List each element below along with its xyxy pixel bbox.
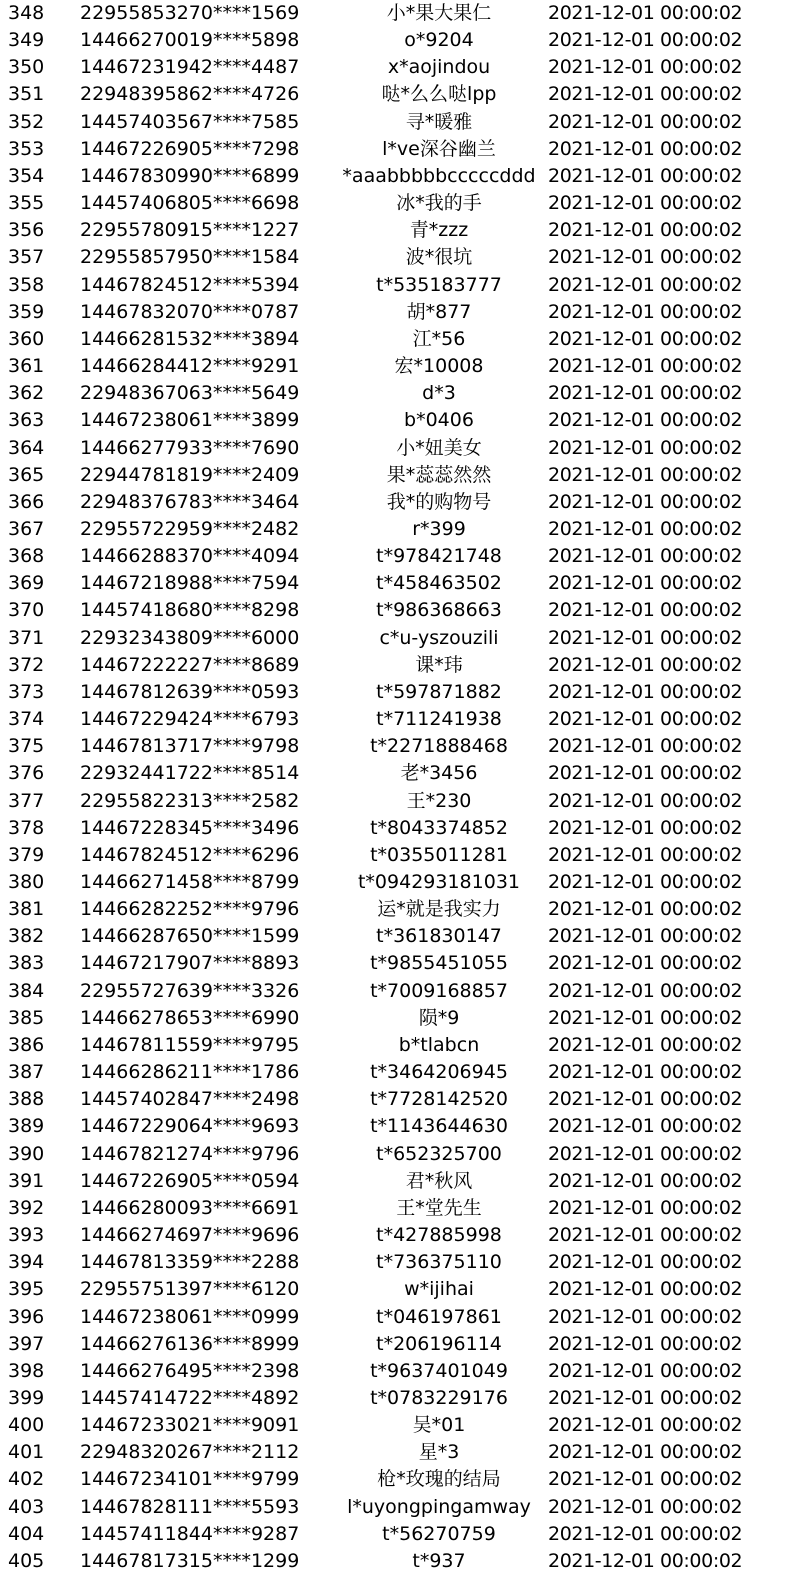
timestamp-cell: 2021-12-01 00:00:02 [548,409,743,432]
table-row [0,0,786,27]
order-id-cell: 14466286211****1786 [80,1061,300,1084]
timestamp-cell: 2021-12-01 00:00:02 [548,1495,743,1518]
timestamp-cell: 2021-12-01 00:00:02 [548,517,743,540]
timestamp-cell: 2021-12-01 00:00:02 [548,925,743,948]
order-id-cell: 22932343809****6000 [80,626,300,649]
table-row [0,353,786,380]
buyer-name-cell: t*7728142520 [370,1088,508,1111]
table-row [0,923,786,950]
timestamp-cell: 2021-12-01 00:00:02 [548,762,743,785]
order-id-cell: 22955780915****1227 [80,219,300,242]
table-row [0,1032,786,1059]
table-row [0,81,786,108]
buyer-name-cell: r*399 [412,517,466,540]
order-id-cell: 22955853270****1569 [80,2,300,24]
row-index-cell: 381 [8,898,45,921]
row-index-cell: 354 [8,164,45,187]
timestamp-cell: 2021-12-01 00:00:02 [548,545,743,568]
order-id-cell: 14467228345****3496 [80,816,300,839]
table-row [0,190,786,217]
row-index-cell: 364 [8,436,45,459]
table-row [0,244,786,271]
table-row [0,760,786,787]
timestamp-cell: 2021-12-01 00:00:02 [548,164,743,187]
row-index-cell: 365 [8,463,45,486]
buyer-name-cell: t*427885998 [376,1224,502,1247]
buyer-name-cell: t*652325700 [376,1142,502,1165]
table-row [0,1141,786,1168]
row-index-cell: 376 [8,762,45,785]
timestamp-cell: 2021-12-01 00:00:02 [548,327,743,350]
timestamp-cell: 2021-12-01 00:00:02 [548,979,743,1002]
buyer-name-cell: 运*就是我实力 [377,898,501,921]
buyer-name-cell: 胡*877 [406,300,472,323]
row-index-cell: 372 [8,653,45,676]
buyer-name-cell: l*uyongpingamway [347,1495,531,1518]
timestamp-cell: 2021-12-01 00:00:02 [548,1386,743,1409]
order-id-cell: 14466280093****6691 [80,1196,300,1219]
buyer-name-cell: 寻*暖雅 [405,110,473,133]
table-row [0,1466,786,1493]
row-index-cell: 367 [8,517,45,540]
buyer-name-cell: t*8043374852 [370,816,508,839]
table-row [0,1276,786,1303]
table-row [0,1385,786,1412]
buyer-name-cell: 星*3 [418,1441,460,1464]
table-row [0,543,786,570]
table-row [0,733,786,760]
buyer-name-cell: l*ve深谷幽兰 [382,137,496,160]
table-row [0,1358,786,1385]
order-id-cell: 14467813359****2288 [80,1251,300,1274]
table-row [0,109,786,136]
timestamp-cell: 2021-12-01 00:00:02 [548,680,743,703]
row-index-cell: 355 [8,192,45,215]
order-id-cell: 14466271458****8799 [80,871,300,893]
timestamp-cell: 2021-12-01 00:00:02 [548,137,743,160]
buyer-name-cell: 王*230 [406,789,472,812]
timestamp-cell: 2021-12-01 00:00:02 [548,1115,743,1138]
order-id-cell: 22955751397****6120 [80,1278,300,1301]
row-index-cell: 356 [8,219,45,242]
timestamp-cell: 2021-12-01 00:00:02 [548,1522,743,1545]
row-index-cell: 391 [8,1169,45,1192]
order-id-cell: 22948367063****5649 [80,382,300,405]
order-id-cell: 14457411844****9287 [80,1522,300,1545]
table-row [0,869,786,896]
buyer-name-cell: t*9855451055 [370,952,508,975]
buyer-name-cell: 陨*9 [418,1006,460,1029]
row-index-cell: 404 [8,1522,45,1545]
timestamp-cell: 2021-12-01 00:00:02 [548,1468,743,1491]
buyer-name-cell: *aaabbbbbcccccddd [342,164,536,187]
timestamp-cell: 2021-12-01 00:00:02 [548,382,743,405]
timestamp-cell: 2021-12-01 00:00:02 [548,789,743,812]
timestamp-cell: 2021-12-01 00:00:02 [548,1359,743,1382]
table-row [0,896,786,923]
order-id-cell: 14457403567****7585 [80,110,300,133]
buyer-name-cell: 宏*10008 [394,355,484,378]
buyer-name-cell: t*0355011281 [370,843,508,866]
row-index-cell: 350 [8,56,45,79]
timestamp-cell: 2021-12-01 00:00:02 [548,490,743,513]
table-row [0,407,786,434]
timestamp-cell: 2021-12-01 00:00:02 [548,219,743,242]
order-id-cell: 22955822313****2582 [80,789,300,812]
buyer-name-cell: 吴*01 [412,1414,466,1437]
row-index-cell: 387 [8,1061,45,1084]
row-index-cell: 353 [8,137,45,160]
order-id-cell: 14466274697****9696 [80,1224,300,1247]
row-index-cell: 370 [8,599,45,622]
table-row [0,326,786,353]
order-id-cell: 14467832070****0787 [80,300,300,323]
row-index-cell: 368 [8,545,45,568]
timestamp-cell: 2021-12-01 00:00:02 [548,898,743,921]
order-id-cell: 14467824512****5394 [80,273,300,296]
order-id-cell: 14467830990****6899 [80,164,300,187]
row-index-cell: 399 [8,1386,45,1409]
row-index-cell: 393 [8,1224,45,1247]
order-id-cell: 22955857950****1584 [80,246,300,269]
order-id-cell: 14457414722****4892 [80,1386,300,1409]
table-row [0,597,786,624]
timestamp-cell: 2021-12-01 00:00:02 [548,1251,743,1274]
timestamp-cell: 2021-12-01 00:00:02 [548,599,743,622]
order-id-cell: 14467217907****8893 [80,952,300,975]
row-index-cell: 385 [8,1006,45,1029]
table-row [0,1005,786,1032]
row-index-cell: 348 [8,2,45,24]
timestamp-cell: 2021-12-01 00:00:02 [548,1196,743,1219]
timestamp-cell: 2021-12-01 00:00:02 [548,1332,743,1355]
table-row [0,1249,786,1276]
timestamp-cell: 2021-12-01 00:00:02 [548,29,743,52]
order-id-cell: 14457418680****8298 [80,599,300,622]
table-row [0,380,786,407]
order-id-cell: 14466281532****3894 [80,327,300,350]
buyer-name-cell: 王*堂先生 [396,1196,482,1219]
table-row [0,1412,786,1439]
table-row [0,706,786,733]
timestamp-cell: 2021-12-01 00:00:02 [548,273,743,296]
row-index-cell: 362 [8,382,45,405]
row-index-cell: 388 [8,1088,45,1111]
order-id-cell: 22944781819****2409 [80,463,300,486]
row-index-cell: 358 [8,273,45,296]
buyer-name-cell: w*ijihai [404,1278,474,1301]
order-id-cell: 14467238061****0999 [80,1305,300,1328]
table-row [0,54,786,81]
table-row [0,1521,786,1548]
table-row [0,1168,786,1195]
buyer-name-cell: t*9637401049 [370,1359,508,1382]
timestamp-cell: 2021-12-01 00:00:02 [548,572,743,595]
order-id-cell: 14466288370****4094 [80,545,300,568]
row-index-cell: 394 [8,1251,45,1274]
buyer-name-cell: t*986368663 [376,599,502,622]
row-index-cell: 400 [8,1414,45,1437]
timestamp-cell: 2021-12-01 00:00:02 [548,1169,743,1192]
buyer-name-cell: t*736375110 [376,1251,502,1274]
timestamp-cell: 2021-12-01 00:00:02 [548,1278,743,1301]
table-row [0,625,786,652]
buyer-name-cell: t*046197861 [376,1305,502,1328]
table-row [0,1304,786,1331]
row-index-cell: 395 [8,1278,45,1301]
timestamp-cell: 2021-12-01 00:00:02 [548,952,743,975]
order-id-cell: 14466282252****9796 [80,898,300,921]
buyer-name-cell: 老*3456 [400,762,478,785]
table-row [0,435,786,462]
buyer-name-cell: 波*很坑 [405,246,473,269]
order-id-cell: 14467233021****9091 [80,1414,300,1437]
order-id-cell: 14467238061****3899 [80,409,300,432]
timestamp-cell: 2021-12-01 00:00:02 [548,871,743,893]
row-index-cell: 383 [8,952,45,975]
table-row [0,1222,786,1249]
timestamp-cell: 2021-12-01 00:00:02 [548,83,743,106]
timestamp-cell: 2021-12-01 00:00:02 [548,1414,743,1437]
order-id-cell: 14466276495****2398 [80,1359,300,1382]
timestamp-cell: 2021-12-01 00:00:02 [548,626,743,649]
order-id-cell: 14467231942****4487 [80,56,300,79]
order-id-cell: 14467229424****6793 [80,708,300,731]
timestamp-cell: 2021-12-01 00:00:02 [548,816,743,839]
table-row [0,27,786,54]
table-row [0,516,786,543]
timestamp-cell: 2021-12-01 00:00:02 [548,843,743,866]
buyer-name-cell: x*aojindou [387,56,491,79]
buyer-name-cell: 小*妞美女 [396,436,482,459]
row-index-cell: 386 [8,1033,45,1056]
table-row [0,489,786,516]
buyer-name-cell: t*094293181031 [357,871,520,893]
order-id-cell: 14467828111****5593 [80,1495,300,1518]
order-id-cell: 14466287650****1599 [80,925,300,948]
timestamp-cell: 2021-12-01 00:00:02 [548,735,743,758]
row-index-cell: 403 [8,1495,45,1518]
row-index-cell: 374 [8,708,45,731]
timestamp-cell: 2021-12-01 00:00:02 [548,463,743,486]
table-row [0,299,786,326]
buyer-name-cell: 冰*我的手 [396,192,482,215]
timestamp-cell: 2021-12-01 00:00:02 [548,1061,743,1084]
table-row [0,679,786,706]
row-index-cell: 375 [8,735,45,758]
row-index-cell: 396 [8,1305,45,1328]
row-index-cell: 389 [8,1115,45,1138]
table-row [0,788,786,815]
buyer-name-cell: t*361830147 [376,925,502,948]
order-id-cell: 14467226905****7298 [80,137,300,160]
buyer-name-cell: t*711241938 [376,708,502,731]
buyer-name-cell: t*1143644630 [370,1115,508,1138]
order-id-cell: 14457402847****2498 [80,1088,300,1111]
buyer-name-cell: b*tlabcn [398,1033,480,1056]
buyer-name-cell: d*3 [422,382,456,405]
buyer-name-cell: c*u-yszouzili [379,626,499,649]
table-row [0,570,786,597]
table-row [0,652,786,679]
buyer-name-cell: 哒*么么哒lpp [381,83,497,106]
buyer-name-cell: t*978421748 [376,545,502,568]
table-row [0,1548,786,1575]
table-row [0,1113,786,1140]
timestamp-cell: 2021-12-01 00:00:02 [548,110,743,133]
row-index-cell: 351 [8,83,45,106]
order-id-cell: 14467234101****9799 [80,1468,300,1491]
table-row [0,1086,786,1113]
buyer-name-cell: b*0406 [404,409,474,432]
table-row [0,163,786,190]
buyer-name-cell: 青*zzz [409,219,469,242]
timestamp-cell: 2021-12-01 00:00:02 [548,56,743,79]
buyer-name-cell: 小*果大果仁 [386,2,492,24]
timestamp-cell: 2021-12-01 00:00:02 [548,436,743,459]
row-index-cell: 369 [8,572,45,595]
order-id-cell: 22932441722****8514 [80,762,300,785]
timestamp-cell: 2021-12-01 00:00:02 [548,653,743,676]
buyer-name-cell: t*0783229176 [370,1386,508,1409]
order-id-cell: 14467222227****8689 [80,653,300,676]
row-index-cell: 379 [8,843,45,866]
timestamp-cell: 2021-12-01 00:00:02 [548,1142,743,1165]
row-index-cell: 366 [8,490,45,513]
buyer-name-cell: t*937 [412,1549,466,1572]
row-index-cell: 349 [8,29,45,52]
order-id-cell: 14467812639****0593 [80,680,300,703]
table-row [0,462,786,489]
timestamp-cell: 2021-12-01 00:00:02 [548,246,743,269]
table-row [0,272,786,299]
buyer-name-cell: o*9204 [404,29,474,52]
row-index-cell: 398 [8,1359,45,1382]
order-id-cell: 14467229064****9693 [80,1115,300,1138]
table-row [0,950,786,977]
buyer-name-cell: 江*56 [412,327,466,350]
row-index-cell: 384 [8,979,45,1002]
row-index-cell: 360 [8,327,45,350]
order-id-cell: 22948395862****4726 [80,83,300,106]
buyer-name-cell: t*597871882 [376,680,502,703]
timestamp-cell: 2021-12-01 00:00:02 [548,708,743,731]
table-row [0,978,786,1005]
row-index-cell: 380 [8,871,45,893]
buyer-name-cell: 枪*玫瑰的结局 [377,1468,501,1491]
row-index-cell: 402 [8,1468,45,1491]
order-id-cell: 14467811559****9795 [80,1033,300,1056]
row-index-cell: 378 [8,816,45,839]
timestamp-cell: 2021-12-01 00:00:02 [548,192,743,215]
buyer-name-cell: t*206196114 [376,1332,502,1355]
table-row [0,1494,786,1521]
row-index-cell: 359 [8,300,45,323]
table-row [0,217,786,244]
order-id-cell: 22955722959****2482 [80,517,300,540]
buyer-name-cell: t*2271888468 [370,735,508,758]
row-index-cell: 352 [8,110,45,133]
table-row [0,1195,786,1222]
order-id-cell: 14466277933****7690 [80,436,300,459]
table-row [0,815,786,842]
buyer-name-cell: t*535183777 [376,273,502,296]
table-row [0,136,786,163]
order-id-cell: 14466278653****6990 [80,1006,300,1029]
row-index-cell: 377 [8,789,45,812]
table-row [0,1439,786,1466]
timestamp-cell: 2021-12-01 00:00:02 [548,2,743,24]
order-id-cell: 14467821274****9796 [80,1142,300,1165]
timestamp-cell: 2021-12-01 00:00:02 [548,1441,743,1464]
order-id-cell: 14466270019****5898 [80,29,300,52]
table-row [0,1331,786,1358]
timestamp-cell: 2021-12-01 00:00:02 [548,1033,743,1056]
order-id-cell: 14457406805****6698 [80,192,300,215]
row-index-cell: 401 [8,1441,45,1464]
buyer-name-cell: 果*蕊蕊然然 [386,463,492,486]
order-id-cell: 14467813717****9798 [80,735,300,758]
buyer-name-cell: t*458463502 [376,572,502,595]
timestamp-cell: 2021-12-01 00:00:02 [548,1088,743,1111]
buyer-name-cell: t*7009168857 [370,979,508,1002]
row-index-cell: 405 [8,1549,45,1572]
order-id-cell: 14467226905****0594 [80,1169,300,1192]
row-index-cell: 371 [8,626,45,649]
row-index-cell: 361 [8,355,45,378]
row-index-cell: 382 [8,925,45,948]
table-row [0,1059,786,1086]
order-id-cell: 22955727639****3326 [80,979,300,1002]
order-id-cell: 22948320267****2112 [80,1441,300,1464]
order-id-cell: 14466276136****8999 [80,1332,300,1355]
timestamp-cell: 2021-12-01 00:00:02 [548,1549,743,1572]
row-index-cell: 390 [8,1142,45,1165]
buyer-name-cell: 我*的购物号 [386,490,492,513]
buyer-name-cell: t*3464206945 [370,1061,508,1084]
row-index-cell: 373 [8,680,45,703]
order-id-cell: 14467824512****6296 [80,843,300,866]
timestamp-cell: 2021-12-01 00:00:02 [548,1224,743,1247]
row-index-cell: 363 [8,409,45,432]
order-id-cell: 14466284412****9291 [80,355,300,378]
timestamp-cell: 2021-12-01 00:00:02 [548,355,743,378]
timestamp-cell: 2021-12-01 00:00:02 [548,1006,743,1029]
order-id-cell: 22948376783****3464 [80,490,300,513]
row-index-cell: 397 [8,1332,45,1355]
buyer-name-cell: t*56270759 [382,1522,496,1545]
table-row [0,842,786,869]
order-id-cell: 14467817315****1299 [80,1549,300,1572]
order-id-cell: 14467218988****7594 [80,572,300,595]
buyer-name-cell: 课*玮 [415,653,463,676]
timestamp-cell: 2021-12-01 00:00:02 [548,1305,743,1328]
row-index-cell: 357 [8,246,45,269]
buyer-name-cell: 君*秋风 [405,1169,473,1192]
timestamp-cell: 2021-12-01 00:00:02 [548,300,743,323]
row-index-cell: 392 [8,1196,45,1219]
